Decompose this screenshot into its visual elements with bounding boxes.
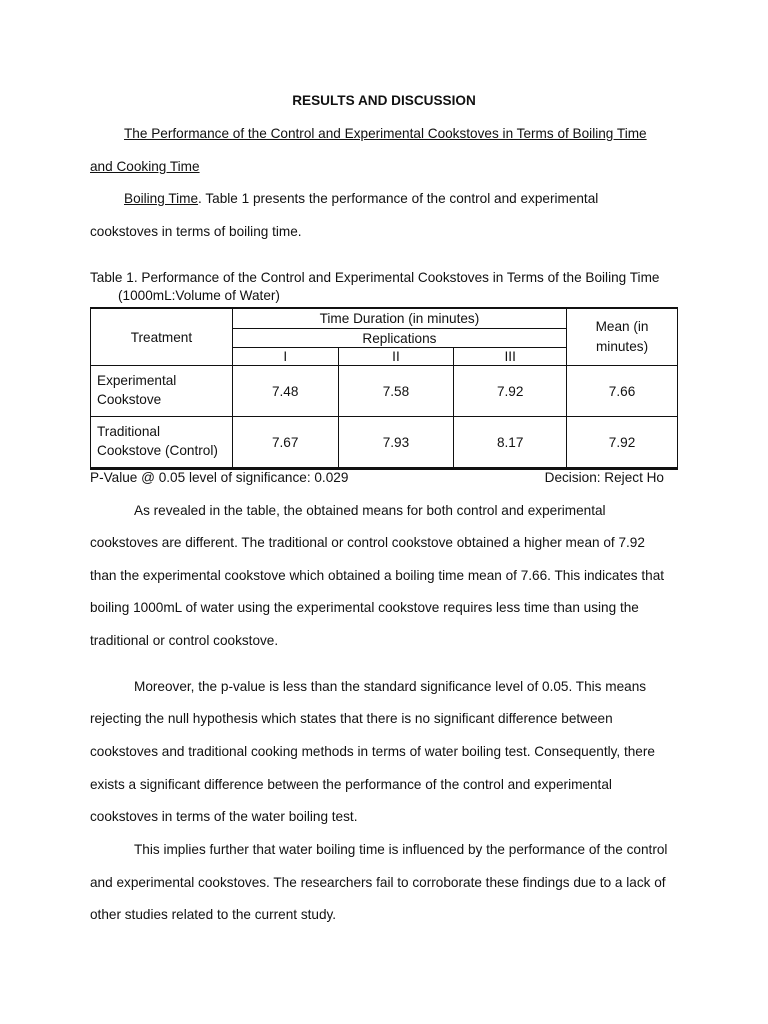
table-caption-line-1: Table 1. Performance of the Control and Experimental Cookstoves in Terms of the Boiling Time xyxy=(90,270,660,285)
paragraph-1-line-3: than the experimental cookstove which obtained a boiling time mean of 7.66. This indicates that xyxy=(90,568,665,583)
row-mean: 7.92 xyxy=(567,417,678,468)
row-treatment-line-2: Cookstove (Control) xyxy=(97,442,218,458)
row-value-rep-3: 8.17 xyxy=(454,417,567,468)
paragraph-3-line-1: This implies further that water boiling time is influenced by the performance of the control xyxy=(134,842,668,857)
table-statistics xyxy=(90,469,664,487)
paragraph-2-line-4: exists a significant difference between the performance of the control and experimental xyxy=(90,777,612,792)
intro-line-2: cookstoves in terms of boiling time. xyxy=(90,224,302,239)
row-mean: 7.66 xyxy=(567,366,678,417)
header-mean-label: Mean (in minutes) xyxy=(595,319,649,354)
paragraph-2-line-2: rejecting the null hypothesis which states that there is no significant difference between xyxy=(90,711,613,726)
intro-line-1 xyxy=(124,190,598,208)
paragraph-1-line-4: boiling 1000mL of water using the experimental cookstove requires less time than using the xyxy=(90,600,639,615)
row-value-rep-1: 7.67 xyxy=(232,417,338,468)
header-rep-1: I xyxy=(232,348,338,366)
subtitle-line-2: and Cooking Time xyxy=(90,159,200,174)
row-treatment xyxy=(91,366,233,417)
row-value-rep-2: 7.93 xyxy=(338,417,454,468)
header-replications: Replications xyxy=(232,329,566,348)
section-heading: RESULTS AND DISCUSSION xyxy=(292,93,476,108)
header-rep-2: II xyxy=(338,348,454,366)
table-top-rule xyxy=(90,307,678,309)
header-treatment: Treatment xyxy=(91,309,233,366)
row-treatment-line-2: Cookstove xyxy=(97,391,162,407)
intro-lead: Boiling Time xyxy=(124,191,199,206)
paragraph-1-line-2: cookstoves are different. The traditional or control cookstove obtained a higher mean of 7.92 xyxy=(90,535,645,550)
row-value-rep-3: 7.92 xyxy=(454,366,567,417)
header-time-duration: Time Duration (in minutes) xyxy=(232,309,566,329)
row-value-rep-2: 7.58 xyxy=(338,366,454,417)
paragraph-2-line-5: cookstoves in terms of the water boiling test. xyxy=(90,809,358,824)
table-row xyxy=(91,366,678,417)
paragraph-3-line-3: other studies related to the current study. xyxy=(90,907,337,922)
header-rep-3: III xyxy=(454,348,567,366)
row-treatment-line-1: Experimental xyxy=(97,372,177,388)
table-caption-line-2: (1000mL:Volume of Water) xyxy=(118,288,280,303)
header-mean xyxy=(567,309,678,366)
paragraph-1-line-5: traditional or control cookstove. xyxy=(90,633,279,648)
paragraph-2-line-1: Moreover, the p-value is less than the standard significance level of 0.05. This means xyxy=(134,679,647,694)
row-treatment xyxy=(91,417,233,468)
row-treatment-line-1: Traditional xyxy=(97,423,160,439)
p-value-text: P-Value @ 0.05 level of significance: 0.029 xyxy=(90,470,349,485)
decision-text: Decision: Reject Ho xyxy=(544,470,664,485)
results-table xyxy=(90,308,678,468)
intro-rest: . Table 1 presents the performance of the control and experimental xyxy=(198,191,599,206)
paragraph-1-line-1: As revealed in the table, the obtained means for both control and experimental xyxy=(134,503,606,518)
paragraph-3-line-2: and experimental cookstoves. The researchers fail to corroborate these findings due to a lack of xyxy=(90,875,666,890)
row-value-rep-1: 7.48 xyxy=(232,366,338,417)
paragraph-2-line-3: cookstoves and traditional cooking methods in terms of water boiling test. Consequently, there xyxy=(90,744,655,759)
table-row xyxy=(91,417,678,468)
subtitle-line-1: The Performance of the Control and Experimental Cookstoves in Terms of Boiling Time xyxy=(124,126,647,141)
